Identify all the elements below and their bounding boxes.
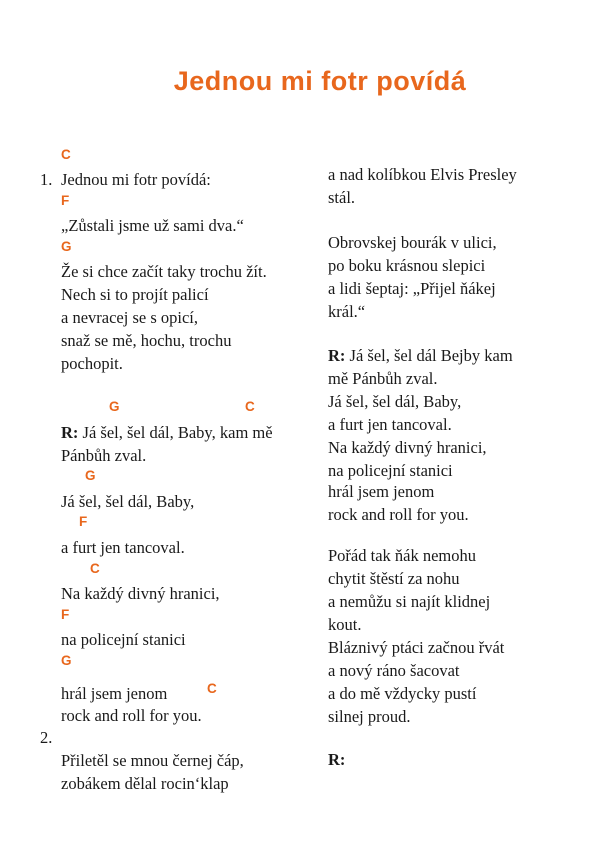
lyric-line: Já šel, šel dál, Baby, xyxy=(61,492,195,511)
lyric-line: Jednou mi fotr povídá: xyxy=(61,170,211,189)
lyric-line: a do mě vždycky pustí xyxy=(328,684,477,703)
chord: F xyxy=(79,514,88,529)
chord: F xyxy=(61,193,70,208)
lyric-line: král.“ xyxy=(328,302,366,321)
lyric-line: mě Pánbůh zval. xyxy=(328,369,438,388)
lyric-line: pochopit. xyxy=(61,354,123,373)
chorus-label: R: xyxy=(61,423,79,442)
lyric-line: rock and roll for you. xyxy=(61,706,202,725)
lyric-line: zobákem dělal rocin‘klap xyxy=(61,774,229,793)
lyric-line: hrál jsem jenom xyxy=(328,482,435,501)
lyric-line: Bláznivý ptáci začnou řvát xyxy=(328,638,505,657)
chorus-line xyxy=(61,423,273,443)
verse-number: 2. xyxy=(40,728,53,747)
lyric-line: „Zůstali jsme už sami dva.“ xyxy=(61,216,244,235)
chorus-line xyxy=(328,346,513,366)
chord: G xyxy=(61,653,72,668)
lyric-line: Pánbůh zval. xyxy=(61,446,147,465)
lyric-line: rock and roll for you. xyxy=(328,505,469,524)
lyric-line: na policejní stanici xyxy=(61,630,186,649)
chord: C xyxy=(61,147,71,162)
verse-number: 1. xyxy=(40,170,53,189)
chord: G xyxy=(61,239,72,254)
lyric-line: Přiletěl se mnou černej čáp, xyxy=(61,751,244,770)
lyric-line: hrál jsem jenom xyxy=(61,684,168,703)
chord: G xyxy=(109,399,120,414)
lyric-line: snaž se mě, hochu, trochu xyxy=(61,331,232,350)
lyric-line: Já šel, šel dál, Baby, xyxy=(328,392,462,411)
chord: G xyxy=(85,468,96,483)
lyric-line: Že si chce začít taky trochu žít. xyxy=(61,262,267,281)
lyric-line: a nad kolíbkou Elvis Presley xyxy=(328,165,517,184)
lyric-line: a nevracej se s opicí, xyxy=(61,308,198,327)
lyric-text: Já šel, šel dál Bejby kam xyxy=(345,346,513,365)
lyric-line: a furt jen tancoval. xyxy=(61,538,185,557)
lyric-line: Na každý divný hranici, xyxy=(328,438,487,457)
lyric-line: a nemůžu si najít klidnej xyxy=(328,592,491,611)
lyric-line: Obrovskej bourák v ulici, xyxy=(328,233,497,252)
chorus-label: R: xyxy=(328,346,346,365)
lyric-line: na policejní stanici xyxy=(328,461,453,480)
lyric-line: po boku krásnou slepici xyxy=(328,256,486,275)
lyric-line: Pořád tak ňák nemohu xyxy=(328,546,477,565)
chord: C xyxy=(90,561,100,576)
lyric-line: Nech si to projít palicí xyxy=(61,285,209,304)
chord: C xyxy=(245,399,255,414)
chorus-ref: R: xyxy=(328,750,346,769)
lyric-line: stál. xyxy=(328,188,356,207)
chord: F xyxy=(61,607,70,622)
lyric-line: kout. xyxy=(328,615,362,634)
chord: C xyxy=(207,681,217,696)
lyric-line: chytit štěstí za nohu xyxy=(328,569,460,588)
lyric-line: a furt jen tancoval. xyxy=(328,415,452,434)
lyric-line: Na každý divný hranici, xyxy=(61,584,220,603)
lyric-line: a nový ráno šacovat xyxy=(328,661,460,680)
page-title: Jednou mi fotr povídá xyxy=(173,66,467,96)
lyric-line: a lidi šeptaj: „Přijel ňákej xyxy=(328,279,496,298)
lyric-text: Já šel, šel dál, Baby, kam mě xyxy=(82,423,273,442)
lyric-line: silnej proud. xyxy=(328,707,411,726)
